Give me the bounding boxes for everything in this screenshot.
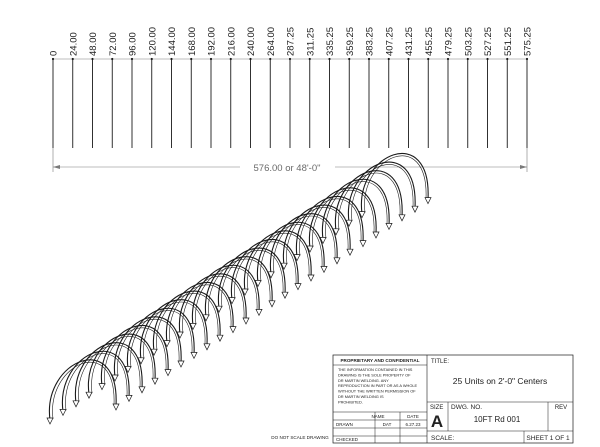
dimension-origin-mark <box>388 58 390 60</box>
dimension-origin-mark <box>210 58 212 60</box>
proprietary-line: WITHOUT THE WRITTEN PERMISSION OF <box>338 388 416 394</box>
dwg-no-label: DWG. NO. <box>451 404 483 411</box>
arch-foot-plate <box>386 223 392 229</box>
dimension-label: 575.25 <box>522 26 534 56</box>
dimension-label: 216.00 <box>226 26 238 56</box>
arch-foot-plate <box>256 309 262 315</box>
dimension-origin-mark <box>249 58 251 60</box>
arch-foot-plate <box>321 266 327 272</box>
dimension-origin-mark <box>328 58 330 60</box>
arch-foot-plate <box>243 318 249 324</box>
overall-dimension-label: 576.00 or 48'-0" <box>253 163 321 174</box>
arch-foot-plate <box>86 392 92 398</box>
dimension-label: 407.25 <box>384 26 396 56</box>
dimension-origin-mark <box>486 58 488 60</box>
dimension-origin-mark <box>72 58 74 60</box>
dimension-origin-mark <box>309 58 311 60</box>
dimension-label: 455.25 <box>423 26 435 56</box>
dimension-label: 287.25 <box>285 26 297 56</box>
dimension-origin-mark <box>447 58 449 60</box>
dimension-label: 527.25 <box>483 26 494 56</box>
dimension-label: 192.00 <box>206 26 218 56</box>
arch-foot-plate <box>165 370 171 376</box>
arch-foot-plate <box>204 344 210 350</box>
arch-foot-plate <box>152 378 158 384</box>
drawing-title: 25 Units on 2'-0" Centers <box>452 376 548 386</box>
arch-foot-plate <box>230 327 236 333</box>
do-not-scale-note: DO NOT SCALE DRAWING <box>271 435 329 440</box>
dimension-label: 144.00 <box>167 26 178 56</box>
overall-dimension <box>53 148 527 174</box>
dimension-origin-mark <box>506 58 508 60</box>
arch-foot-plate <box>425 198 431 204</box>
dimension-label: 311.25 <box>305 27 317 56</box>
arch-foot-plate <box>217 335 223 341</box>
dimension-origin-mark <box>131 58 133 60</box>
dimension-origin-mark <box>151 58 153 60</box>
dimension-label: 168.00 <box>186 26 198 56</box>
arch-foot-plate <box>269 301 275 307</box>
arch-foot-plate <box>73 401 79 407</box>
dimension-label: 120.00 <box>147 26 159 56</box>
arch-foot-plate <box>178 361 184 367</box>
dimension-origin-mark <box>407 58 409 60</box>
title-block <box>333 355 573 443</box>
dimension-label: 503.25 <box>463 26 475 56</box>
dimension-label: 431.25 <box>404 26 415 56</box>
proprietary-line: THE INFORMATION CONTAINED IN THIS <box>338 367 413 372</box>
dimension-origin-mark <box>170 58 172 60</box>
proprietary-line: DR MARTIN WELDING IS <box>338 394 384 399</box>
size-value: A <box>430 412 444 431</box>
proprietary-line: REPRODUCTION IN PART OR AS A WHOLE <box>338 383 418 389</box>
arrowhead-right-icon <box>520 165 527 169</box>
dimension-origin-mark <box>467 58 469 60</box>
arch-outer <box>49 360 116 420</box>
dimension-origin-mark <box>111 58 113 60</box>
dimension-origin-mark <box>526 58 528 60</box>
sheet-number: SHEET 1 OF 1 <box>526 435 570 442</box>
dimension-label: 335.25 <box>325 26 336 56</box>
dimension-label: 48.00 <box>88 32 99 56</box>
arch-foot-plate <box>308 275 314 281</box>
dimension-label: 359.25 <box>344 26 356 56</box>
proprietary-line: DR MARTIN WELDING. ANY <box>338 377 389 383</box>
dimension-origin-mark <box>289 58 291 60</box>
dimension-origin-mark <box>230 58 232 60</box>
arch-foot-plate <box>282 292 288 298</box>
dimension-label: 240.00 <box>246 26 257 56</box>
dimension-label: 72.00 <box>107 32 119 56</box>
dimension-label: 0 <box>48 50 60 56</box>
dimension-label: 24.00 <box>68 32 80 56</box>
dimension-label: 383.25 <box>364 26 376 56</box>
size-label: SIZE <box>430 405 444 411</box>
dimension-label: 264.00 <box>265 26 277 56</box>
arch-foot-plate <box>373 232 379 238</box>
proprietary-line: PROHIBITED. <box>338 399 363 405</box>
arch-foot-plate <box>47 418 53 424</box>
dimension-origin-mark <box>190 58 192 60</box>
arch-foot-plate <box>191 352 197 358</box>
arrowhead-left-icon <box>53 165 60 169</box>
arch-foot-plate <box>99 384 105 390</box>
title-label: TITLE: <box>431 359 450 365</box>
dimension-origin-mark <box>348 58 350 60</box>
arch-foot-plate <box>126 395 132 401</box>
dimension-origin-mark <box>368 58 370 60</box>
dwg-no: 10FT Rd 001 <box>473 415 521 424</box>
rev-label: REV <box>554 405 568 411</box>
dimension-label: 96.00 <box>127 32 139 56</box>
elevation-view <box>49 27 534 148</box>
dimension-label: 551.25 <box>502 26 514 56</box>
dimension-origin-mark <box>91 58 93 60</box>
date-header: DATE <box>407 414 419 419</box>
arch-foot-plate <box>347 249 353 255</box>
arch-foot-plate <box>360 241 366 247</box>
arch-foot-plate <box>139 387 145 393</box>
arch-foot-plate <box>113 404 119 410</box>
arch-foot-plate <box>60 409 66 415</box>
arch-foot-plate <box>399 215 405 221</box>
drawn-name: DAT <box>382 422 392 427</box>
dimension-origin-mark <box>427 58 429 60</box>
dimension-label: 479.25 <box>443 26 455 56</box>
drawn-label: DRAWN <box>336 422 353 427</box>
scale-label: SCALE: <box>431 435 455 442</box>
name-header: NAME <box>371 414 385 419</box>
drawn-date: 6.27.23 <box>405 422 421 427</box>
proprietary-line: DRAWING IS THE SOLE PROPERTY OF <box>338 372 411 378</box>
dimension-origin-mark <box>269 58 271 60</box>
checked-label: CHECKED <box>336 437 359 442</box>
proprietary-heading: PROPRIETARY AND CONFIDENTIAL <box>340 358 420 363</box>
arch-foot-plate <box>412 206 418 212</box>
dimension-origin-mark <box>52 58 54 60</box>
arch-foot-plate <box>334 258 340 264</box>
arch-foot-plate <box>295 284 301 290</box>
